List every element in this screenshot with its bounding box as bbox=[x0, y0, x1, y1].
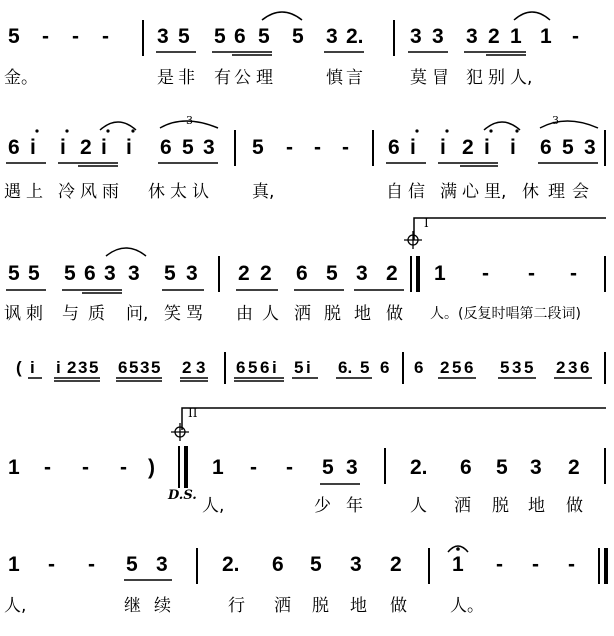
lyric-syllable: 人。 bbox=[450, 596, 484, 616]
slur bbox=[100, 122, 136, 130]
note: 3 bbox=[410, 25, 422, 48]
lyric-syllable: 讽 bbox=[4, 304, 21, 324]
note: 5 bbox=[496, 456, 508, 479]
bar-line bbox=[604, 256, 606, 292]
note: 5 bbox=[360, 358, 370, 377]
note: i bbox=[484, 136, 490, 159]
note: 1 bbox=[434, 262, 446, 285]
lyric-syllable: 继 bbox=[124, 596, 141, 616]
lyric-syllable: 冷 bbox=[58, 182, 75, 202]
lyric-syllable: 续 bbox=[154, 596, 171, 616]
note: 6 bbox=[84, 262, 96, 285]
note: 3 bbox=[78, 358, 88, 377]
notation-row-2 bbox=[0, 133, 614, 163]
volta-1-label: I bbox=[424, 216, 429, 230]
note: 5 bbox=[214, 25, 226, 48]
lyric-syllable: 理 bbox=[256, 68, 273, 88]
note: 5 bbox=[292, 25, 304, 48]
notation-row-3 bbox=[0, 259, 614, 289]
note: i bbox=[272, 358, 277, 377]
note: i bbox=[510, 136, 516, 159]
lyric-syllable: 地 bbox=[350, 596, 367, 616]
note: 3 bbox=[356, 262, 368, 285]
note: - bbox=[528, 262, 535, 285]
lyric-syllable: 会 bbox=[572, 182, 589, 202]
note: 2. bbox=[222, 553, 240, 576]
lyric-row-2 bbox=[0, 180, 614, 204]
note: 5 bbox=[524, 358, 534, 377]
note: 5 bbox=[452, 358, 462, 377]
lyric-syllable: 金。 bbox=[4, 68, 38, 88]
lyric-row-1 bbox=[0, 66, 614, 90]
lyric-row-5 bbox=[0, 494, 614, 518]
lyric-syllable: 与 bbox=[62, 304, 79, 324]
note: i bbox=[126, 136, 132, 159]
note: 6 bbox=[460, 456, 472, 479]
triplet-slur bbox=[540, 121, 598, 128]
note: 2 bbox=[67, 358, 77, 377]
note: 5 bbox=[151, 358, 161, 377]
note: 3 bbox=[584, 136, 596, 159]
note: - bbox=[314, 136, 321, 159]
lyric-syllable: 质 bbox=[88, 304, 105, 324]
lyric-syllable: 是 bbox=[157, 68, 174, 88]
bar-line bbox=[372, 130, 374, 166]
lyric-syllable: 人, bbox=[4, 596, 27, 616]
triplet-marker: 3 bbox=[552, 114, 559, 127]
lyric-syllable: 有 bbox=[214, 68, 231, 88]
note: 3 bbox=[156, 553, 168, 576]
note: 5 bbox=[258, 25, 270, 48]
lyric-syllable: 地 bbox=[528, 496, 545, 516]
lyric-syllable: 冒 bbox=[432, 68, 449, 88]
note: ( bbox=[16, 358, 22, 377]
bar-line bbox=[142, 20, 144, 56]
note: 5 bbox=[164, 262, 176, 285]
note: - bbox=[42, 25, 49, 48]
lyric-syllable: 脱 bbox=[324, 304, 341, 324]
note: 3 bbox=[568, 358, 578, 377]
lyric-syllable: 脱 bbox=[312, 596, 329, 616]
lyric-syllable: 非 bbox=[178, 68, 195, 88]
note: 5 bbox=[294, 358, 304, 377]
note: 5 bbox=[129, 358, 139, 377]
lyric-syllable: 风 bbox=[80, 182, 97, 202]
note: - bbox=[286, 456, 293, 479]
note: 5 bbox=[562, 136, 574, 159]
note: 2 bbox=[80, 136, 92, 159]
bar-line bbox=[218, 256, 220, 292]
note: 5 bbox=[64, 262, 76, 285]
note: i bbox=[30, 358, 35, 377]
bar-line bbox=[428, 548, 430, 584]
note: 6 bbox=[540, 136, 552, 159]
lyric-syllable: 莫 bbox=[410, 68, 427, 88]
volta-2-bracket bbox=[182, 408, 606, 430]
bar-line bbox=[178, 446, 180, 488]
volta-1-bracket bbox=[414, 218, 606, 240]
lyric-syllable: 地 bbox=[354, 304, 371, 324]
note: 6 bbox=[464, 358, 474, 377]
lyric-syllable: 真, bbox=[252, 182, 275, 202]
note: 5 bbox=[126, 553, 138, 576]
repeat-bar-line bbox=[416, 256, 420, 292]
note: 2 bbox=[568, 456, 580, 479]
slur bbox=[106, 248, 146, 256]
note: 6 bbox=[296, 262, 308, 285]
note: 3 bbox=[104, 262, 116, 285]
coda-symbol bbox=[408, 235, 418, 245]
lyric-syllable: 骂 bbox=[186, 304, 203, 324]
note: 3 bbox=[128, 262, 140, 285]
coda-symbol bbox=[175, 427, 185, 437]
note: 2 bbox=[238, 262, 250, 285]
note: 6 bbox=[380, 358, 390, 377]
note: - bbox=[120, 456, 127, 479]
lyric-syllable: 由 bbox=[236, 304, 253, 324]
note: 5 bbox=[89, 358, 99, 377]
note: - bbox=[88, 553, 95, 576]
triplet-marker: 3 bbox=[186, 114, 193, 127]
lyric-syllable: 自 bbox=[386, 182, 403, 202]
note: 3 bbox=[196, 358, 206, 377]
note: 5 bbox=[28, 262, 40, 285]
bar-line bbox=[604, 130, 606, 166]
note: - bbox=[568, 553, 575, 576]
slur bbox=[262, 12, 302, 20]
notation-row-6 bbox=[0, 550, 614, 580]
note: 1 bbox=[8, 456, 20, 479]
note: 1 bbox=[212, 456, 224, 479]
note: 5 bbox=[310, 553, 322, 576]
note: 2 bbox=[390, 553, 402, 576]
lyric-syllable: 里, bbox=[484, 182, 507, 202]
bar-line bbox=[234, 130, 236, 166]
note: 3 bbox=[157, 25, 169, 48]
note: 6 bbox=[272, 553, 284, 576]
note: i bbox=[410, 136, 416, 159]
note: - bbox=[570, 262, 577, 285]
lyric-syllable: 人 bbox=[410, 496, 427, 516]
lyric-syllable: 犯 bbox=[466, 68, 483, 88]
notation-row-5 bbox=[0, 453, 614, 483]
note: 5 bbox=[8, 25, 20, 48]
note: 3 bbox=[186, 262, 198, 285]
note: 2. bbox=[346, 25, 364, 48]
lyric-syllable: 信 bbox=[408, 182, 425, 202]
note: 2 bbox=[556, 358, 566, 377]
lyric-syllable: 别 bbox=[488, 68, 505, 88]
note: 1 bbox=[510, 25, 522, 48]
final-bar-line bbox=[604, 548, 608, 584]
bar-line bbox=[393, 20, 395, 56]
lyric-syllable: 认 bbox=[192, 182, 209, 202]
note: - bbox=[72, 25, 79, 48]
slur bbox=[514, 12, 550, 20]
lyric-syllable: 洒 bbox=[294, 304, 311, 324]
note: i bbox=[30, 136, 36, 159]
repeat-bar-line bbox=[184, 446, 188, 488]
note: 3 bbox=[346, 456, 358, 479]
lyric-syllable: 人, bbox=[510, 68, 533, 88]
note: i bbox=[101, 136, 107, 159]
lyric-row-3 bbox=[0, 302, 614, 326]
lyric-syllable: 年 bbox=[346, 496, 363, 516]
note: 2 bbox=[260, 262, 272, 285]
note: 5 bbox=[8, 262, 20, 285]
lyric-syllable: 人, bbox=[202, 496, 225, 516]
lyric-syllable: 做 bbox=[390, 596, 407, 616]
slur bbox=[484, 122, 520, 130]
bar-line bbox=[604, 352, 606, 384]
lyric-syllable: 休 bbox=[148, 182, 165, 202]
lyric-syllable: 笑 bbox=[164, 304, 181, 324]
note: 6 bbox=[388, 136, 400, 159]
note: 2. bbox=[410, 456, 428, 479]
lyric-syllable: 行 bbox=[228, 596, 245, 616]
note: - bbox=[342, 136, 349, 159]
note: 5 bbox=[326, 262, 338, 285]
note: 5 bbox=[252, 136, 264, 159]
note: 6 bbox=[118, 358, 128, 377]
note: 5 bbox=[500, 358, 510, 377]
bar-line bbox=[410, 256, 412, 292]
note: 3 bbox=[326, 25, 338, 48]
bar-line bbox=[598, 548, 600, 584]
lyric-syllable: 满 bbox=[440, 182, 457, 202]
note: - bbox=[496, 553, 503, 576]
bar-line bbox=[196, 548, 198, 584]
note: i bbox=[440, 136, 446, 159]
lyric-syllable: 心 bbox=[462, 182, 479, 202]
lyric-syllable: 公 bbox=[234, 68, 251, 88]
note: - bbox=[286, 136, 293, 159]
volta-2-label: II bbox=[188, 406, 198, 420]
bar-line bbox=[224, 352, 226, 384]
lyric-syllable: 遇 bbox=[4, 182, 21, 202]
notation-row-1 bbox=[0, 22, 614, 52]
lyric-syllable: 脱 bbox=[492, 496, 509, 516]
note: 6 bbox=[414, 358, 424, 377]
lyric-syllable: 少 bbox=[314, 496, 331, 516]
bar-line bbox=[604, 448, 606, 484]
note: 1 bbox=[540, 25, 552, 48]
note: 1 bbox=[452, 553, 464, 576]
note: 2 bbox=[462, 136, 474, 159]
note: 6. bbox=[338, 358, 353, 377]
lyric-syllable: 雨 bbox=[102, 182, 119, 202]
lyric-syllable: 理 bbox=[548, 182, 565, 202]
note: 5 bbox=[178, 25, 190, 48]
notation-row-4 bbox=[0, 353, 614, 383]
note: 3 bbox=[203, 136, 215, 159]
note: 5 bbox=[182, 136, 194, 159]
note: 6 bbox=[8, 136, 20, 159]
note: i bbox=[60, 136, 66, 159]
note: 2 bbox=[440, 358, 450, 377]
note: ) bbox=[148, 456, 155, 479]
lyric-syllable: 人。(反复时唱第二段词) bbox=[430, 306, 581, 322]
note: 6 bbox=[580, 358, 590, 377]
note: 3 bbox=[512, 358, 522, 377]
note: 1 bbox=[8, 553, 20, 576]
note: i bbox=[306, 358, 311, 377]
note: 3 bbox=[466, 25, 478, 48]
note: 2 bbox=[182, 358, 192, 377]
note: 6 bbox=[160, 136, 172, 159]
lyric-syllable: 慎 bbox=[326, 68, 343, 88]
dal-segno-marking: D.S. bbox=[168, 488, 197, 503]
note: 6 bbox=[234, 25, 246, 48]
lyric-syllable: 刺 bbox=[26, 304, 43, 324]
note: 6 bbox=[260, 358, 270, 377]
lyric-syllable: 休 bbox=[522, 182, 539, 202]
note: i bbox=[56, 358, 61, 377]
note: 3 bbox=[530, 456, 542, 479]
note: 3 bbox=[350, 553, 362, 576]
lyric-syllable: 问, bbox=[126, 304, 149, 324]
note: - bbox=[572, 25, 579, 48]
lyric-syllable: 洒 bbox=[274, 596, 291, 616]
note: - bbox=[250, 456, 257, 479]
note: - bbox=[82, 456, 89, 479]
note: - bbox=[44, 456, 51, 479]
note: 3 bbox=[140, 358, 150, 377]
lyric-syllable: 人 bbox=[262, 304, 279, 324]
note: 5 bbox=[322, 456, 334, 479]
lyric-syllable: 做 bbox=[386, 304, 403, 324]
lyric-syllable: 洒 bbox=[454, 496, 471, 516]
note: 2 bbox=[488, 25, 500, 48]
lyric-syllable: 太 bbox=[170, 182, 187, 202]
note: - bbox=[102, 25, 109, 48]
note: - bbox=[48, 553, 55, 576]
lyric-syllable: 言 bbox=[346, 68, 363, 88]
bar-line bbox=[384, 448, 386, 484]
note: - bbox=[532, 553, 539, 576]
note: 2 bbox=[386, 262, 398, 285]
note: 3 bbox=[432, 25, 444, 48]
lyric-row-6 bbox=[0, 594, 614, 618]
lyric-syllable: 做 bbox=[566, 496, 583, 516]
note: - bbox=[482, 262, 489, 285]
note: 5 bbox=[248, 358, 258, 377]
note: 6 bbox=[236, 358, 246, 377]
lyric-syllable: 上 bbox=[26, 182, 43, 202]
bar-line bbox=[402, 352, 404, 384]
